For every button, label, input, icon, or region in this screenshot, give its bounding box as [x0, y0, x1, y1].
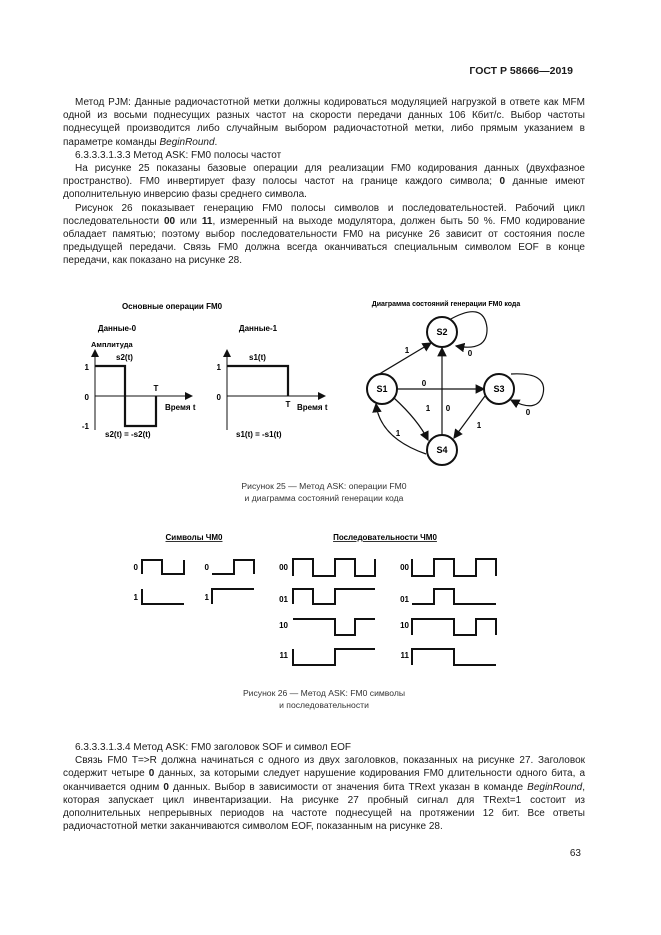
- edge-s4-s1: [376, 404, 426, 454]
- fig26-seq-00-b: [412, 559, 496, 576]
- fig25-s2-label: s2(t): [116, 353, 133, 362]
- paragraph-pjm: Метод PJM: Данные радиочастотной метки должны кодироваться модуляцией нагрузкой в ответе как MFM одной из восьми поднесущих разных частот на скорости передачи данных 106 Кбит/с. Выбор частоты поднесущей производится либо случайным выбором радиочастотной метки, либо прямым указанием в параметре команды BeginRound.: [63, 97, 585, 148]
- edge-s4-s2-label: 0: [445, 404, 451, 413]
- state-s3-label: S3: [493, 384, 505, 394]
- fig26-seq-11-b: [412, 649, 496, 665]
- fig25-eq-right: s1(t) = -s1(t): [236, 430, 282, 439]
- fig26-seq-10-a: [293, 619, 375, 635]
- fig26-sym1b-label: 1: [204, 593, 209, 602]
- state-s2-label: S2: [436, 327, 448, 337]
- fig25-t-mark-right: T: [285, 400, 291, 409]
- fig26-seq-00b-label: 00: [400, 563, 409, 572]
- section-heading-sof-eof: 6.3.3.3.1.3.4 Метод ASK: FM0 заголовок SOF и символ EOF: [75, 742, 352, 753]
- fig26-symbol-0-b: [212, 560, 254, 574]
- figure-25-caption: Рисунок 25 — Метод ASK: операции FM0 и диаграмма состояний генерации кода: [241, 481, 407, 503]
- fig26-seq-10-b: [412, 619, 496, 635]
- fig26-seq-00-label: 00: [279, 563, 288, 572]
- fig26-seq-10b-label: 10: [400, 621, 409, 630]
- fig25-time-label-right: Время t: [297, 403, 328, 412]
- fig26-seq-01-b: [412, 589, 496, 604]
- fig25-signal-s1: [227, 366, 288, 396]
- fig26-seq-11-a: [293, 649, 375, 665]
- edge-s4-s1-label: 1: [395, 429, 401, 438]
- fig25-amplitude-label: Амплитуда: [91, 340, 133, 349]
- fig25-tick-1: 1: [84, 363, 89, 372]
- fig25-eq-left: s2(t) = -s2(t): [105, 430, 151, 439]
- fig26-seq-01-label: 01: [279, 595, 288, 604]
- state-s1-label: S1: [376, 384, 388, 394]
- fig26-sym0b-label: 0: [204, 563, 209, 572]
- fig26-seq-01-a: [293, 589, 375, 604]
- fig26-right-title: Последовательности ЧМ0: [333, 533, 437, 542]
- fig26-seq-00-a: [293, 559, 375, 576]
- page-number: 63: [569, 848, 581, 859]
- paragraph-fig25-ref: На рисунке 25 показаны базовые операции для реализации FM0 кодирования данных (двухфазное пространство). FM0 инвертирует фазу полосы частот на границе каждого символа; 0 данные имеют дополнительную инверсию фазы среднего символа.: [63, 163, 586, 201]
- fig25-tick-1-right: 1: [216, 363, 221, 372]
- figure-25-diagram: [0, 290, 661, 470]
- fig25-tick-0-right: 0: [216, 393, 221, 402]
- fig25-s1-label: s1(t): [249, 353, 266, 362]
- fig25-data1-label: Данные-1: [238, 324, 278, 333]
- edge-s3-loop: [511, 374, 544, 406]
- fig25-tick-minus1: -1: [81, 422, 89, 431]
- fig26-symbol-0-a: [142, 560, 184, 574]
- edge-s2-loop-label: 0: [467, 349, 473, 358]
- section-heading-fm0-bands: 6.3.3.3.1.3.3 Метод ASK: FM0 полосы частот: [75, 149, 282, 161]
- fig25-left-title: Основные операции FM0: [121, 302, 223, 311]
- fig26-seq-01b-label: 01: [400, 595, 409, 604]
- standard-header: ГОСТ Р 58666—2019: [469, 65, 573, 77]
- fig25-time-label-left: Время t: [165, 403, 196, 412]
- fig25-t-mark-left: T: [153, 384, 159, 393]
- fig26-symbol-1-a: [142, 589, 184, 604]
- edge-s1-s3-label: 0: [421, 379, 427, 388]
- fig26-seq-11-label: 11: [279, 651, 288, 660]
- edge-s1-s2-label: 1: [404, 346, 410, 355]
- edge-s1-s2: [376, 343, 431, 376]
- state-s4-label: S4: [436, 445, 448, 455]
- edge-s1-s4-label: 1: [425, 404, 431, 413]
- fig25-right-title: Диаграмма состояний генерации FM0 кода: [371, 301, 521, 308]
- paragraph-sof-eof: Связь FM0 T=>R должна начинаться с одного из двух заголовков, показанных на рисунке 27. Заголовок содержит четыре 0 данных, за которыми следует нарушение кодирования FM0 длительности одного бита, а оканчивается одним 0 данных. Выбор в зависимости от значения бита TRext указан в команде BeginRound, которая запускает цикл инвентаризации. На рисунке 27 пробный сигнал для TRext=1 состоит из дополнительных непрерывных периодов на частоте поднесущей на протяжении 12 бит. Все ответы радиочастотной метки заканчиваются символом EOF, показанным на рисунке 28.: [63, 755, 586, 833]
- text-top: [63, 96, 585, 268]
- fig26-left-title: Символы ЧМ0: [165, 533, 223, 542]
- figure-26-diagram: [0, 527, 661, 677]
- fig26-seq-11b-label: 11: [400, 651, 409, 660]
- edge-s3-s4-label: 1: [476, 421, 482, 430]
- fig26-sym0-label: 0: [133, 563, 138, 572]
- paragraph-fig26-ref: Рисунок 26 показывает генерацию FM0 полосы символов и последовательностей. Рабочий цикл последовательности 00 или 11, измеренный на выходе модулятора, должен быть 50 %. FM0 кодирование обладает памятью; поэтому выбор последовательности FM0 на рисунке 26 зависит от состояния после предыдущей передачи. Связь FM0 должна всегда оканчиваться специальным символом EOF в конце передачи, как показано на рисунке 28.: [63, 202, 585, 267]
- text-bottom: [63, 741, 585, 833]
- fig26-seq-10-label: 10: [279, 621, 288, 630]
- fig26-sym1-label: 1: [133, 593, 138, 602]
- edge-s3-loop-label: 0: [525, 408, 531, 417]
- fig25-tick-0: 0: [84, 393, 89, 402]
- figure-26-caption: Рисунок 26 — Метод ASK: FM0 символы и последовательности: [242, 688, 406, 710]
- edge-s3-s4: [454, 396, 485, 438]
- fig26-symbol-1-b: [212, 589, 254, 604]
- fig25-data0-label: Данные-0: [97, 324, 137, 333]
